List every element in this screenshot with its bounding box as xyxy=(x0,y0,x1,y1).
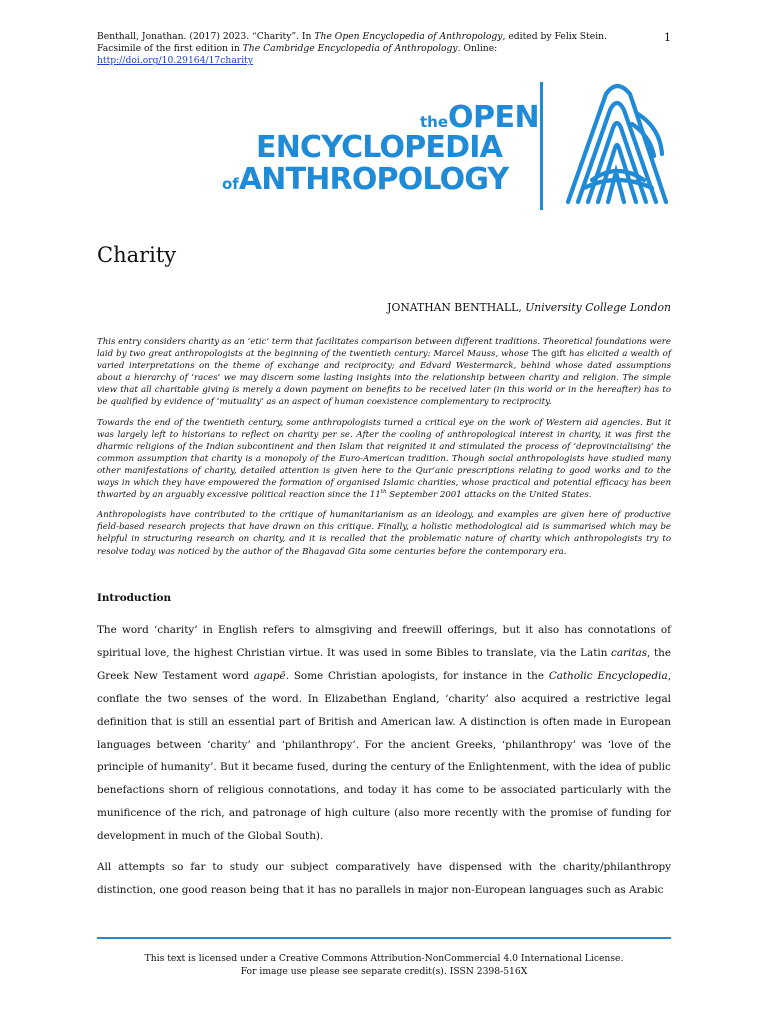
logo-word-anthropology: ANTHROPOLOGY xyxy=(238,162,509,197)
license-footer xyxy=(97,952,671,978)
book-title-the-gift: The gift xyxy=(531,349,566,360)
logo-word-encyclopedia: ENCYCLOPEDIA xyxy=(256,130,503,165)
author-name: JONATHAN BENTHALL, xyxy=(387,301,526,314)
logo-word-of: of xyxy=(222,175,239,193)
doi-link[interactable]: http://doi.org/10.29164/17charity xyxy=(97,55,254,67)
abstract-paragraph: Towards the end of the twentieth century, some anthropologists turned a critical eye on the work of Western aid agencies. But it was largely left to historians to reflect on charity per se. After the cooling of anthropological interest in charity, it was first the dharmic religions of the Indian subcontinent and then Islam that reignited it and stimulated the process of ‘deprovincialising’ the common assumption that charity is a monopoly of the Euro-American tradition. Though social anthropologists have studied many other manifestations of charity, detailed attention is given here to the Qur’anic prescriptions relating to good works and to the ways in which they have empowered the formation of organised Islamic charities, whose practical and potential efficacy has been thwarted by an arguably excessive political reaction since the 11th September 2001 attacks on the United States. xyxy=(97,417,671,501)
logo-word-the: the xyxy=(420,113,449,131)
citation-header xyxy=(97,31,637,68)
abstract xyxy=(97,336,671,566)
citation-journal: The Open Encyclopedia of Anthropology xyxy=(314,31,503,42)
citation-editor: , edited by Felix Stein. xyxy=(502,31,608,42)
body-paragraph: The word ‘charity’ in English refers to almsgiving and freewill offerings, but it also has connotations of spiritual love, the highest Christian virtue. It was used in some Bibles to translate, via the Latin caritas, the Greek New Testament word agapē. Some Christian apologists, for instance in the Catholic Encyclopedia, conflate the two senses of the word. In Elizabethan England, ‘charity’ also acquired a restrictive legal definition that is still an essential part of British and American law. A distinction is often made in European languages between ‘charity’ and ‘philanthropy’. For the ancient Greeks, ‘philanthropy’ was ‘love of the principle of humanity’. But it became fused, during the century of the Enlightenment, with the idea of public benefactions shorn of religious connotations, and today it has come to be associated particularly with the munificence of the rich, and patronage of high culture (also more recently with the promise of funding for development in much of the Global South). xyxy=(97,624,672,843)
article-title: Charity xyxy=(97,243,177,267)
logo-word-open: OPEN xyxy=(448,100,540,135)
body-paragraph: All attempts so far to study our subject comparatively have dispensed with the charity/philanthropy distinction, one good reason being that it has no parallels in major non-European languages such as Arabic xyxy=(97,861,671,896)
citation-cambridge: The Cambridge Encyclopedia of Anthropology xyxy=(242,43,458,55)
citation-online: . Online: xyxy=(457,43,498,55)
fingerprint-a-icon xyxy=(562,84,672,208)
citation-facsimile: Facsimile of the first edition in xyxy=(97,43,243,55)
section-heading: Introduction xyxy=(97,592,171,604)
license-line: This text is licensed under a Creative Commons Attribution-NonCommercial 4.0 International License. xyxy=(144,953,624,964)
issn-line: For image use please see separate credit(s). ISSN 2398-516X xyxy=(240,966,528,977)
citation-text: Benthall, Jonathan. (2017) 2023. “Charity”. In xyxy=(97,31,315,42)
encyclopedia-logo xyxy=(222,82,672,214)
logo-divider xyxy=(540,82,543,210)
author-affiliation: University College London xyxy=(525,301,671,314)
footer-divider xyxy=(97,937,671,939)
body-text xyxy=(97,619,671,910)
page-number: 1 xyxy=(664,31,671,44)
author-line xyxy=(387,301,671,314)
abstract-paragraph: Anthropologists have contributed to the critique of humanitarianism as an ideology, and examples are given here of productive field-based research projects that have drawn on this critique. Finally, a holistic methodological aid is summarised which may be helpful in structuring research on charity, and it is recalled that the problematic nature of charity which anthropologists try to resolve today was noticed by the author of the Bhagavad Gita some centuries before the contemporary era. xyxy=(97,510,671,557)
abstract-paragraph: This entry considers charity as an ‘etic’ term that facilitates comparison between different traditions. Theoretical foundations were laid by two great anthropologists at the beginning of the twentieth century: Marcel Mauss, whose The gift has elicited a wealth of varied interpretations on the theme of exchange and reciprocity; and Edvard Westermarck, behind whose dated assumptions about a hierarchy of ‘races’ we may discern some lasting insights into the relationship between charity and religion. The simple view that all charitable giving is merely a down payment on benefits to be received later (in this world or in the hereafter) has to be qualified by evidence of ‘mutuality’ as an aspect of human coexistence complementary to reciprocity. xyxy=(97,337,672,408)
